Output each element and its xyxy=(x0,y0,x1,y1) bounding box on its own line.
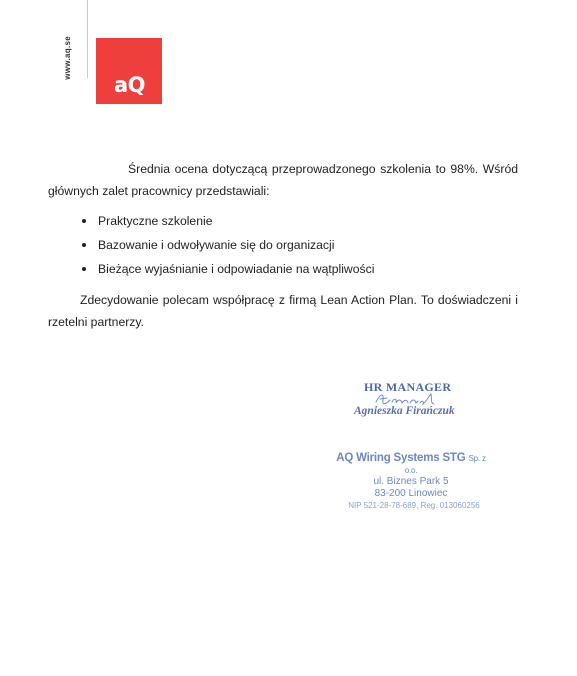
paragraph-recommendation xyxy=(48,289,518,333)
list-item xyxy=(48,233,518,257)
company-ids: NIP 521-28-78-689, Reg. 013060256 xyxy=(348,501,480,510)
header-divider-line xyxy=(87,0,88,78)
bullet-icon xyxy=(82,243,86,247)
company-name-text: AQ Wiring Systems STG xyxy=(336,452,466,464)
company-street: ul. Biznes Park 5 xyxy=(373,476,449,487)
company-logo xyxy=(96,38,162,104)
company-city: 83-200 Linowiec xyxy=(374,488,448,499)
paragraph-intro-line2: głównych zalet pracownicy przedstawiali: xyxy=(48,184,270,198)
paragraph-recommendation-line2: rzetelni partnerzy. xyxy=(48,315,144,329)
company-name xyxy=(336,452,486,476)
paragraph-intro-line1: Średnia ocena dotyczącą przeprowadzonego szkolenia to 98%. Wśród xyxy=(128,162,518,176)
paragraph-intro xyxy=(48,158,518,202)
company-website: www.aq.se xyxy=(63,36,72,80)
company-stamp xyxy=(336,452,486,512)
list-item-text: Bazowanie i odwoływanie się do organizacji xyxy=(98,238,335,252)
list-item-text: Praktyczne szkolenie xyxy=(98,214,213,228)
list-item-text: Bieżące wyjaśnianie i odpowiadanie na wątpliwości xyxy=(98,262,375,276)
paragraph-recommendation-line1: Zdecydowanie polecam współpracę z firmą Lean Action Plan. To doświadczeni i xyxy=(80,293,518,307)
advantages-list xyxy=(48,209,518,281)
stamp-title: HR MANAGER xyxy=(364,380,452,394)
company-suffix: Sp. z o.o. xyxy=(404,454,486,475)
bullet-icon xyxy=(82,267,86,271)
list-item xyxy=(48,257,518,281)
bullet-icon xyxy=(82,219,86,223)
logo-text: aQ xyxy=(114,73,146,97)
stamp-signatory-name: Agnieszka Firańczuk xyxy=(354,405,455,417)
list-item xyxy=(48,209,518,233)
